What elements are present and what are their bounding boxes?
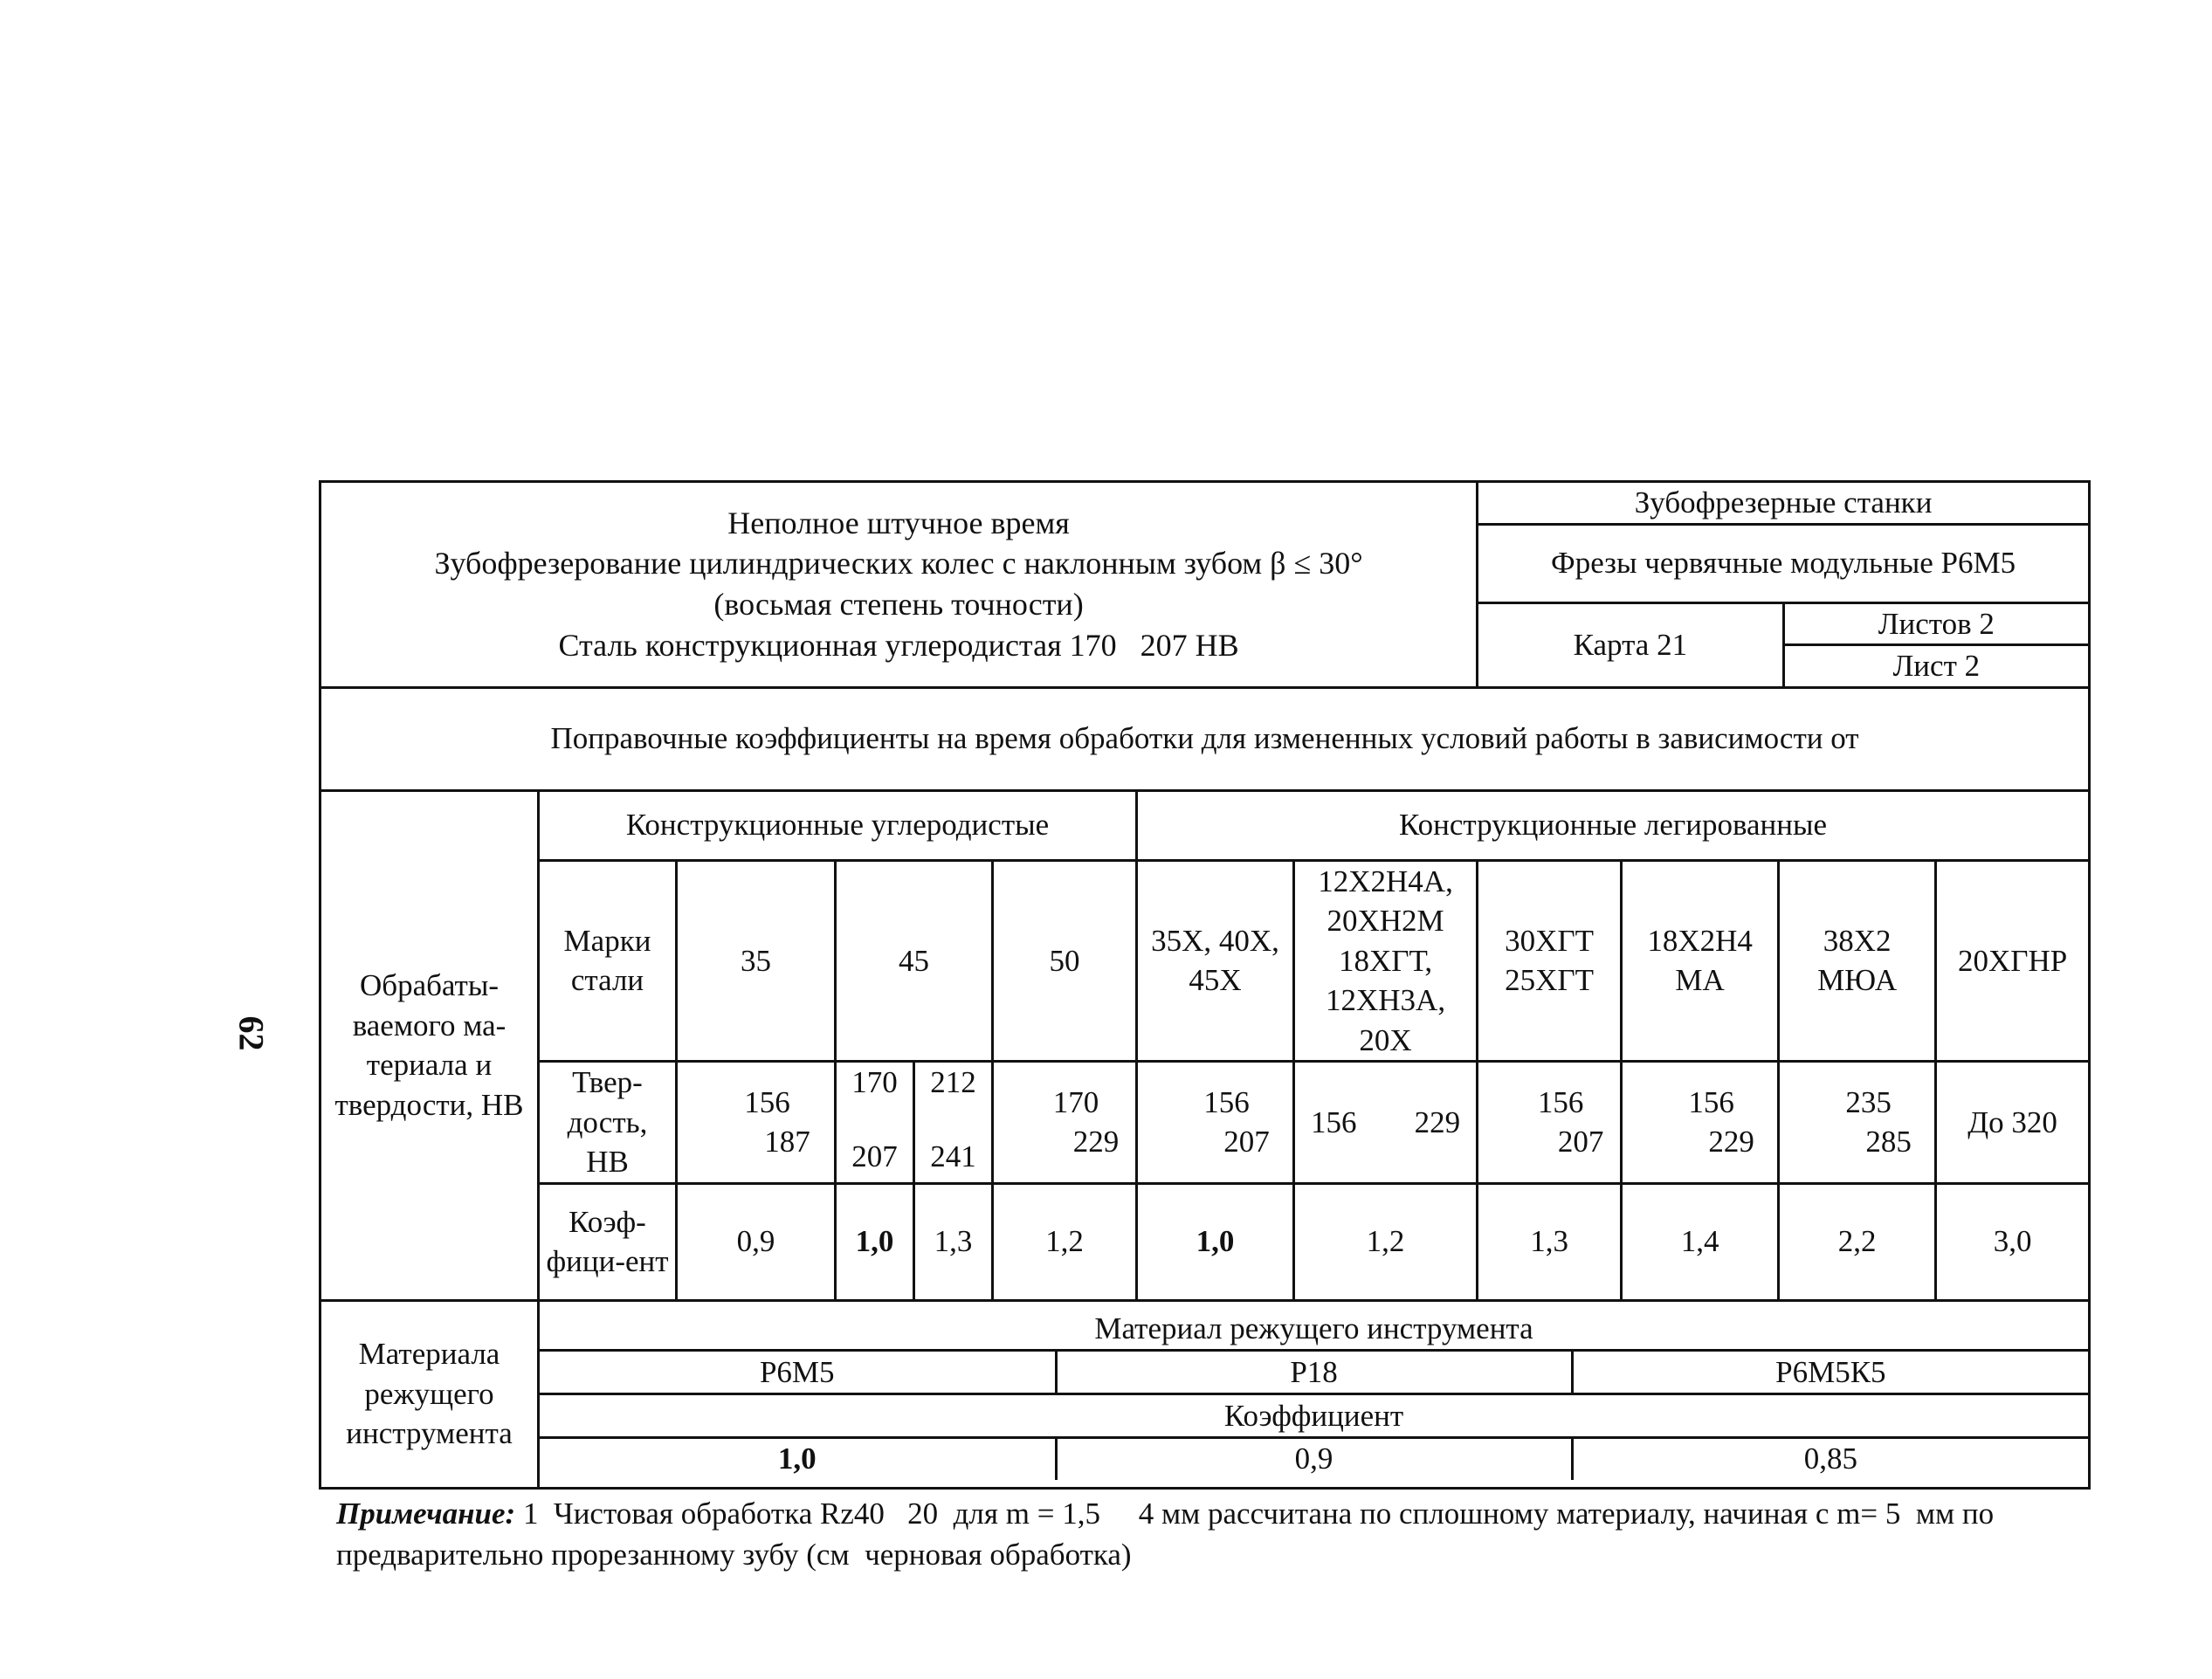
tool-material-table bbox=[540, 1309, 2088, 1480]
coef-a2: 1,2 bbox=[1294, 1183, 1478, 1300]
coef-a4: 1,4 bbox=[1622, 1183, 1779, 1300]
coef-a6: 3,0 bbox=[1936, 1183, 2090, 1300]
tool-coef-p6m5k5: 0,85 bbox=[1572, 1437, 2088, 1479]
coef-45a: 1,0 bbox=[836, 1183, 914, 1300]
sheet-number: Лист 2 bbox=[1783, 645, 2088, 686]
group-alloy-steel: Конструкционные легированные bbox=[1137, 790, 2090, 860]
title-line-4: Сталь конструкционная углеродистая 170 207 HB bbox=[558, 628, 1239, 664]
coef-a5: 2,2 bbox=[1779, 1183, 1936, 1300]
hardness-45a bbox=[836, 1062, 914, 1184]
hardness-35-max: 187 bbox=[764, 1125, 810, 1159]
hardness-50-max: 229 bbox=[1072, 1125, 1120, 1159]
card-number: Карта 21 bbox=[1478, 602, 1783, 686]
hardness-45a-min: 170 bbox=[851, 1065, 898, 1099]
footnote-text: 1 Чистовая обработка Rz40 20 для m = 1,5 4 мм рассчитана по сплошному материалу, начиная с m= 5 мм по предварительно прорезанному зубу (см черновая обработка) bbox=[336, 1497, 2002, 1572]
grade-18x2h4ma: 18Х2Н4 МА bbox=[1622, 860, 1779, 1062]
coef-label: Коэф-фици-ент bbox=[539, 1183, 677, 1300]
tool-material-p6m5: Р6М5 bbox=[540, 1351, 1056, 1394]
grade-12x2h4a: 12Х2Н4А, 20ХН2М 18ХГТ, 12ХН3А, 20Х bbox=[1294, 860, 1478, 1062]
hardness-a2-min: 156 bbox=[1311, 1104, 1357, 1139]
card-title bbox=[320, 482, 1478, 688]
section-title: Поправочные коэффициенты на время обработки для измененных условий работы в зависимости от bbox=[320, 687, 2090, 790]
card-meta-table bbox=[1478, 483, 2088, 686]
grade-45: 45 bbox=[836, 860, 993, 1062]
grade-20xgnr: 20ХГНР bbox=[1936, 860, 2090, 1062]
tool-material-header: Материал режущего инструмента bbox=[540, 1309, 2088, 1351]
hardness-a6: До 320 bbox=[1936, 1062, 2090, 1184]
tool-coef-p18: 0,9 bbox=[1056, 1437, 1572, 1479]
hardness-35 bbox=[677, 1062, 836, 1184]
tool-material-p18: Р18 bbox=[1056, 1351, 1572, 1394]
hardness-45a-max: 207 bbox=[851, 1139, 898, 1173]
grade-38x2mua: 38Х2 МЮА bbox=[1779, 860, 1936, 1062]
footnote-label: Примечание: bbox=[336, 1497, 516, 1531]
title-line-3: (восьмая степень точности) bbox=[713, 587, 1084, 623]
coef-50: 1,2 bbox=[993, 1183, 1137, 1300]
hardness-45b bbox=[914, 1062, 993, 1184]
machine-type: Зубофрезерные станки bbox=[1478, 483, 2088, 524]
hardness-a1-min: 156 bbox=[1203, 1084, 1250, 1119]
tool-coef-header: Коэффициент bbox=[540, 1393, 2088, 1437]
material-row-label: Обрабаты-ваемого ма-териала и твердости, НВ bbox=[320, 790, 539, 1300]
norms-card-table bbox=[319, 480, 2091, 1490]
card-meta bbox=[1478, 482, 2090, 688]
footnote bbox=[336, 1493, 2091, 1576]
tool-material-p6m5k5: Р6М5К5 bbox=[1572, 1351, 2088, 1394]
hardness-a5-max: 285 bbox=[1865, 1125, 1912, 1159]
coef-a3: 1,3 bbox=[1478, 1183, 1622, 1300]
page-number: 62 bbox=[231, 1015, 272, 1051]
hardness-a2 bbox=[1294, 1062, 1478, 1184]
hardness-a2-max: 229 bbox=[1414, 1104, 1461, 1139]
coef-45b: 1,3 bbox=[914, 1183, 993, 1300]
hardness-50-min: 170 bbox=[1052, 1084, 1099, 1119]
title-line-2: Зубофрезерование цилиндрических колес с наклонным зубом β ≤ 30° bbox=[434, 546, 1363, 581]
hardness-a3-max: 207 bbox=[1557, 1125, 1604, 1159]
grade-35: 35 bbox=[677, 860, 836, 1062]
hardness-a5 bbox=[1779, 1062, 1936, 1184]
title-line-1: Неполное штучное время bbox=[727, 505, 1070, 540]
tool-coef-p6m5: 1,0 bbox=[540, 1437, 1056, 1479]
hardness-a4 bbox=[1622, 1062, 1779, 1184]
grade-50: 50 bbox=[993, 860, 1137, 1062]
tool-type: Фрезы червячные модульные Р6М5 bbox=[1478, 524, 2088, 602]
hardness-a5-min: 235 bbox=[1845, 1084, 1892, 1119]
grade-35x: 35Х, 40Х, 45Х bbox=[1137, 860, 1294, 1062]
grade-30xgt: 30ХГТ 25ХГТ bbox=[1478, 860, 1622, 1062]
tool-material-cell bbox=[539, 1300, 2090, 1488]
grade-label: Марки стали bbox=[539, 860, 677, 1062]
hardness-a1-max: 207 bbox=[1223, 1125, 1270, 1159]
hardness-45b-max: 241 bbox=[930, 1139, 976, 1173]
hardness-a4-max: 229 bbox=[1708, 1125, 1754, 1159]
group-carbon-steel: Конструкционные углеродистые bbox=[539, 790, 1137, 860]
coef-a1: 1,0 bbox=[1137, 1183, 1294, 1300]
tool-row-label: Материала режущего инструмента bbox=[320, 1300, 539, 1488]
hardness-a3 bbox=[1478, 1062, 1622, 1184]
hardness-50 bbox=[993, 1062, 1137, 1184]
hardness-a3-min: 156 bbox=[1537, 1084, 1584, 1119]
hardness-a4-min: 156 bbox=[1688, 1084, 1734, 1119]
sheets-total: Листов 2 bbox=[1783, 602, 2088, 645]
hardness-label: Твер-дость, НВ bbox=[539, 1062, 677, 1184]
hardness-35-min: 156 bbox=[744, 1084, 790, 1119]
hardness-45b-min: 212 bbox=[930, 1065, 976, 1099]
header-row bbox=[320, 482, 2090, 688]
coef-35: 0,9 bbox=[677, 1183, 836, 1300]
hardness-a1 bbox=[1137, 1062, 1294, 1184]
